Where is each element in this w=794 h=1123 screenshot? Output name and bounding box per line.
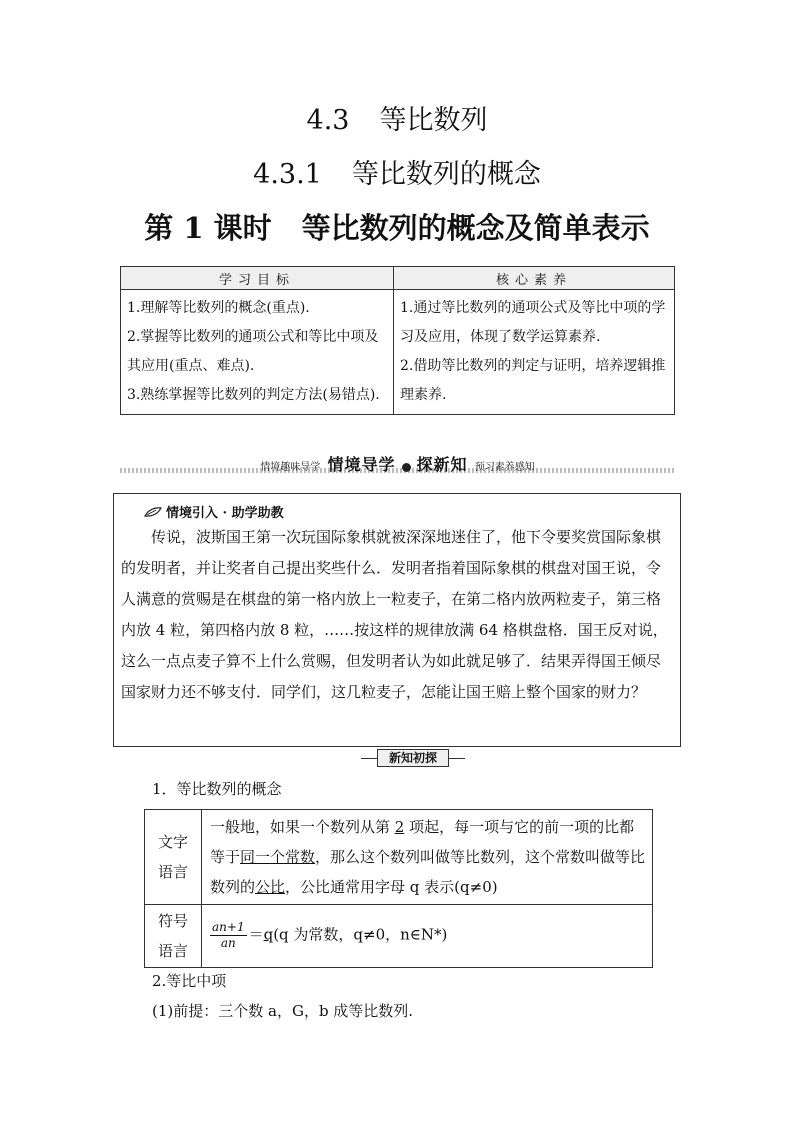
literacy-header: 核心素养 <box>394 267 675 290</box>
ratio-fraction: $\frac{an+1}{an}$ <box>212 919 245 950</box>
new-knowledge-label: 新知初探 <box>377 749 449 767</box>
new-knowledge-marker <box>361 749 465 767</box>
concept-heading: 1．等比数列的概念 <box>152 780 282 798</box>
text-language-label: 文字 语言 <box>145 810 202 905</box>
banner-right-caption: 预习素养感知 <box>474 462 535 473</box>
leaf-icon <box>144 506 162 518</box>
symbol-language-label: 符号 语言 <box>145 905 202 968</box>
geometric-mean-premise: (1)前提：三个数 a，G，b 成等比数列. <box>152 1002 414 1020</box>
objectives-list <box>121 290 394 415</box>
objective-item: 3.熟练掌握等比数列的判定方法(易错点). <box>127 387 380 403</box>
text-language-definition: 一般地，如果一个数列从第 2 项起，每一项与它的前一项的比都等于同一个常数，那么这个数列叫做等比数列，这个常数叫做等比数列的公比，公比通常用字母 q 表示(q≠0) <box>202 810 653 905</box>
scenario-text: 传说，波斯国王第一次玩国际象棋就被深深地迷住了，他下令要奖赏国际象棋的发明者，并让奖者自己提出奖些什么．发明者指着国际象棋的棋盘对国王说，令人满意的赏赐是在棋盘的第一格内放上一粒麦子，在第二格内放两粒麦子，第三格内放 4 粒，第四格内放 8 粒，……按这样的规律放满 64 格棋盘格．国王反对说，这么一点点麦子算不上什么赏赐，但发明者认为如此就足够了．结果弄得国王倾尽国家财力还不够支付．同学们，这几粒麦子，怎能让国王赔上整个国家的财力？ <box>121 528 668 701</box>
section-title: 4.3 等比数列 <box>306 105 488 136</box>
lesson-title: 第 1 课时 等比数列的概念及简单表示 <box>144 211 650 245</box>
banner-left-caption: 情境趣味导学 <box>260 462 321 473</box>
subsection-title: 4.3.1 等比数列的概念 <box>253 159 541 190</box>
objectives-table <box>120 266 675 415</box>
scenario-heading: 情境引入 · 助学助教 <box>144 502 284 521</box>
geometric-mean-heading: 2.等比中项 <box>152 972 227 990</box>
literacy-item: 1.通过等比数列的通项公式及等比中项的学习及应用，体现了数学运算素养. <box>400 300 666 345</box>
definition-table <box>144 809 653 968</box>
literacy-item: 2.借助等比数列的判定与证明，培养逻辑推理素养. <box>400 358 666 403</box>
objective-item: 2.掌握等比数列的通项公式和等比中项及其应用(重点、难点). <box>127 329 379 374</box>
banner-main-a: 情境导学 <box>327 455 396 474</box>
scenario-box <box>113 493 681 747</box>
objectives-header: 学习目标 <box>121 267 394 290</box>
literacy-list <box>394 290 675 415</box>
dot-icon <box>402 463 411 472</box>
objective-item: 1.理解等比数列的概念(重点). <box>127 300 310 316</box>
section-banner <box>120 452 675 474</box>
symbol-language-formula: $\frac{an+1}{an}$ ＝q(q 为常数，q≠0，n∈N*) <box>202 905 653 968</box>
banner-main-b: 探新知 <box>416 455 468 474</box>
